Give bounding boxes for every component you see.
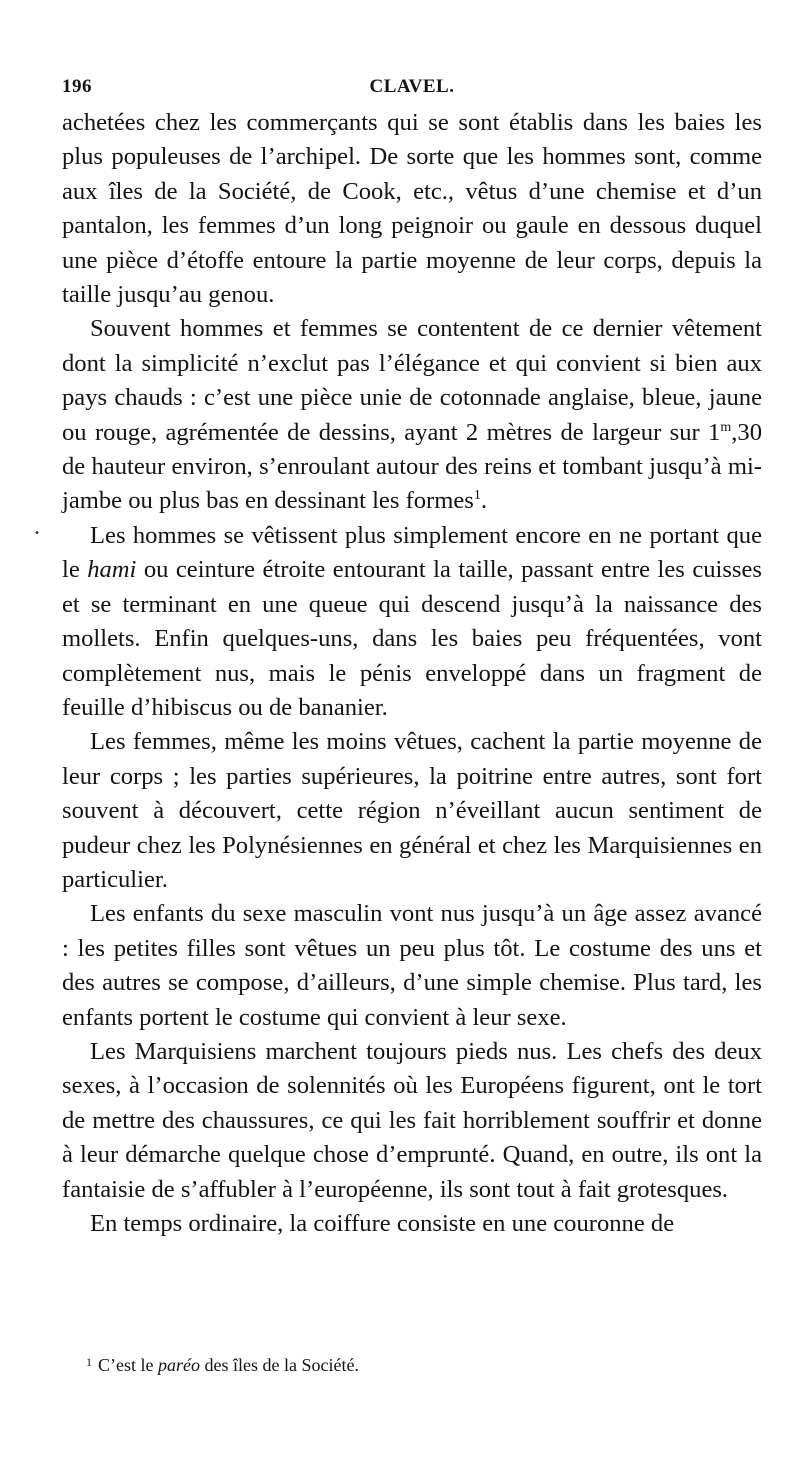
footnote	[86, 1353, 762, 1377]
paragraph	[62, 725, 762, 897]
paragraph	[62, 312, 762, 518]
page-number: 196	[62, 76, 92, 97]
footnote-marker: 1	[86, 1355, 92, 1369]
footnote-segment: C’est le	[98, 1355, 158, 1375]
paragraph-text: Les hommes se vêtissent plus simplement encore en ne portant que le	[62, 521, 762, 584]
paragraph	[62, 1207, 762, 1241]
paragraph-text: Les femmes, même les moins vêtues, cachent la partie moyenne de leur corps ; les parties supérieures, la poitrine entre autres, sont fort souvent à découvert, cette région n’éveillant aucun sentiment de pudeur chez les Polynésiennes en général et chez les Marquisiennes en particulier.	[62, 728, 762, 893]
paragraph-text: ou ceinture étroite entourant la taille, passant entre les cuisses et se terminant en une queue qui descend jusqu’à la naissance des mollets. Enfin quelques-uns, dans les baies peu fréquentées, vont complètement nus, mais le pénis enveloppé dans un fragment de feuille d’hibiscus ou de bananier.	[62, 556, 762, 721]
superscript: 1	[473, 488, 481, 504]
paragraph-text: En temps ordinaire, la coiffure consiste en une couronne de	[90, 1210, 675, 1237]
footnote-segment: des îles de la Société.	[200, 1355, 359, 1375]
paragraph	[62, 897, 762, 1035]
paragraph-text: Souvent hommes et femmes se contentent de ce dernier vêtement dont la simplicité n’exclut pas l’élégance et qui convient si bien aux pays chauds : c’est une pièce unie de cotonnade anglaise, bleue, jaune ou rouge, agrémentée de dessins, ayant 2 mètres de largeur sur 1	[62, 315, 762, 446]
running-head	[62, 76, 762, 110]
running-title: CLAVEL.	[369, 76, 455, 97]
paragraph-text: achetées chez les commerçants qui se sont établis dans les baies les plus populeuses de l’archipel. De sorte que les hommes sont, comme aux îles de la Société, de Cook, etc., vêtus d’une chemise et d’un pantalon, les femmes d’un long peignoir ou gaule en dessous duquel une pièce d’étoffe entoure la partie moyenne de leur corps, depuis la taille jusqu’au genou.	[62, 109, 762, 309]
paragraph	[62, 519, 762, 725]
paragraph-text: .	[480, 487, 488, 515]
footnote-italic-term: paréo	[158, 1355, 200, 1375]
paragraph-text: Les enfants du sexe masculin vont nus jusqu’à un âge assez avancé : les petites filles sont vêtues un peu plus tôt. Le costume des uns et des autres se compose, d’ailleurs, d’une simple chemise. Plus tard, les enfants portent le costume qui convient à leur sexe.	[62, 900, 762, 1031]
footnote-text	[98, 1355, 359, 1375]
paragraph	[62, 1035, 762, 1207]
italic-term: hami	[87, 556, 137, 584]
paragraph	[62, 106, 762, 312]
paragraph-text: Les Marquisiens marchent toujours pieds nus. Les chefs des deux sexes, à l’occasion de solennités où les Européens figurent, ont le tort de mettre des chaussures, ce qui les fait horriblement souffrir et donne à leur démarche quelque chose d’emprunté. Quand, en outre, ils ont la fantaisie de s’affubler à l’européenne, ils sont tout à fait grotesques.	[62, 1037, 762, 1203]
paragraph-text: ,30 de hauteur environ, s’enroulant autour des reins et tombant jusqu’à mi-jambe ou plus bas en dessinant les formes	[62, 418, 762, 515]
body-text	[62, 106, 762, 1241]
margin-mark: .	[34, 514, 40, 540]
superscript: m	[720, 419, 732, 435]
